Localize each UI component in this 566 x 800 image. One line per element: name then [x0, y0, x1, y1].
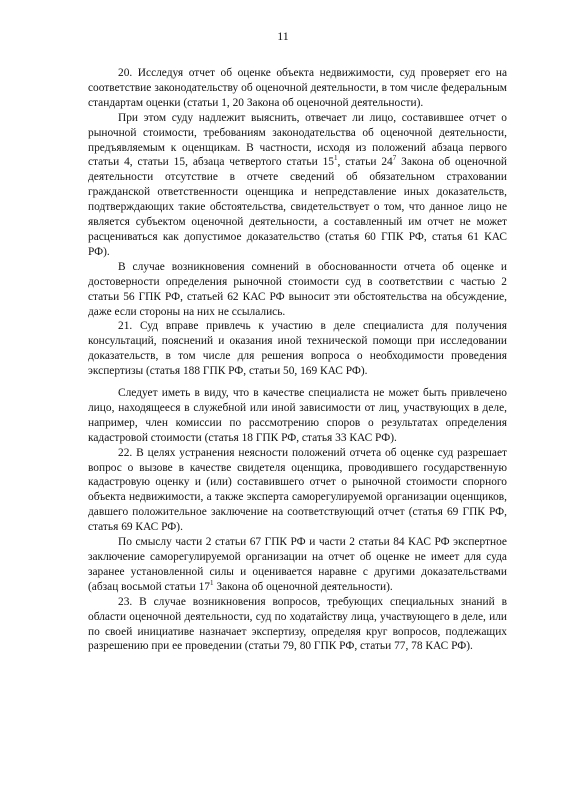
- paragraph-specialist: [88, 386, 507, 446]
- paragraph-text: 21. Суд вправе привлечь к участию в деле специалиста для получения консультаций, пояснений и оказания иной технической помощи при исследовании доказательств, в том числе для решения вопроса о необходимости проведения экспертизы (статья 188 ГПК РФ, статьи 50, 169 КАС РФ).: [88, 320, 507, 378]
- body-text: [88, 66, 507, 654]
- paragraph-text: В случае возникновения сомнений в обоснованности отчета об оценке и достоверности определения рыночной стоимости суд в соответствии с частью 2 статьи 56 ГПК РФ, статьей 62 КАС РФ выносит эти обстоятельства на обсуждение, даже если стороны на них не ссылались.: [88, 260, 507, 318]
- superscript: 7: [392, 154, 397, 163]
- paragraph-text: При этом суду надлежит выяснить, отвечает ли лицо, составившее отчет о рыночной стоимости, требованиям законодательства об оценочной деятельности, предъявляемым к оценщикам. В частности, исходя из положений абзаца первого статьи 4, статьи 15, абзаца четвертого статьи 15: [88, 111, 507, 169]
- paragraph-text: Закона об оценочной деятельности отсутствие в отчете сведений об обязательном страховании гражданской ответственности оценщика и непредставление иных доказательств, подтверждающих такие обстоятельства, свидетельствует о том, что данное лицо не является субъектом оценочной деятельности, а составленный им отчет не может расцениваться как допустимое доказательство (статья 60 ГПК РФ, статья 61 КАС РФ).: [88, 156, 507, 258]
- paragraph-text: Закона об оценочной деятельности).: [213, 580, 393, 593]
- paragraph-text: По смыслу части 2 статьи 67 ГПК РФ и части 2 статьи 84 КАС РФ экспертное заключение саморегулируемой организации на отчет об оценке не имеет для суда заранее установленной силы и оценивается наравне с другими доказательствами (абзац восьмой статьи 17: [88, 536, 507, 593]
- paragraph-doubts: [88, 260, 507, 320]
- paragraph-23: [88, 595, 507, 655]
- paragraph-text: Следует иметь в виду, что в качестве специалиста не может быть привлечено лицо, находящееся в служебной или иной зависимости от лиц, участвующих в деле, например, член комиссии по рассмотрению споров о результатах определения кадастровой стоимости (статья 18 ГПК РФ, статья 33 КАС РФ).: [88, 387, 507, 444]
- paragraph-text: 23. В случае возникновения вопросов, требующих специальных знаний в области оценочной деятельности, суд по ходатайству лица, участвующего в деле, или по своей инициативе назначает экспертизу, определяя круг вопросов, подлежащих разрешению при ее проведении (статьи 79, 80 ГПК РФ, статьи 77, 78 КАС РФ).: [88, 595, 507, 653]
- superscript: 1: [333, 154, 338, 163]
- superscript: 1: [209, 579, 214, 588]
- paragraph-appraiser-requirements: [88, 111, 507, 260]
- paragraph-text: 22. В целях устранения неясности положений отчета об оценке суд разрешает вопрос о вызове в качестве свидетеля оценщика, проводившего государственную кадастровую оценку и (или) составившего отчет о рыночной стоимости спорного объекта недвижимости, а также эксперта саморегулируемой организации оценщиков, давшего положительное заключение на соответствующий отчет (статья 69 ГПК РФ, статья 69 КАС РФ).: [88, 446, 507, 534]
- page-number: 11: [277, 29, 289, 43]
- paragraph-text: 20. Исследуя отчет об оценке объекта недвижимости, суд проверяет его на соответствие законодательству об оценочной деятельности, в том числе федеральным стандартам оценки (статьи 1, 20 Закона об оценочной деятельности).: [88, 67, 507, 109]
- paragraph-22: [88, 446, 507, 535]
- paragraph-expert-opinion: [88, 535, 507, 595]
- paragraph-20: [88, 66, 507, 111]
- paragraph-text: , статьи 24: [337, 156, 393, 169]
- paragraph-21: [88, 319, 507, 379]
